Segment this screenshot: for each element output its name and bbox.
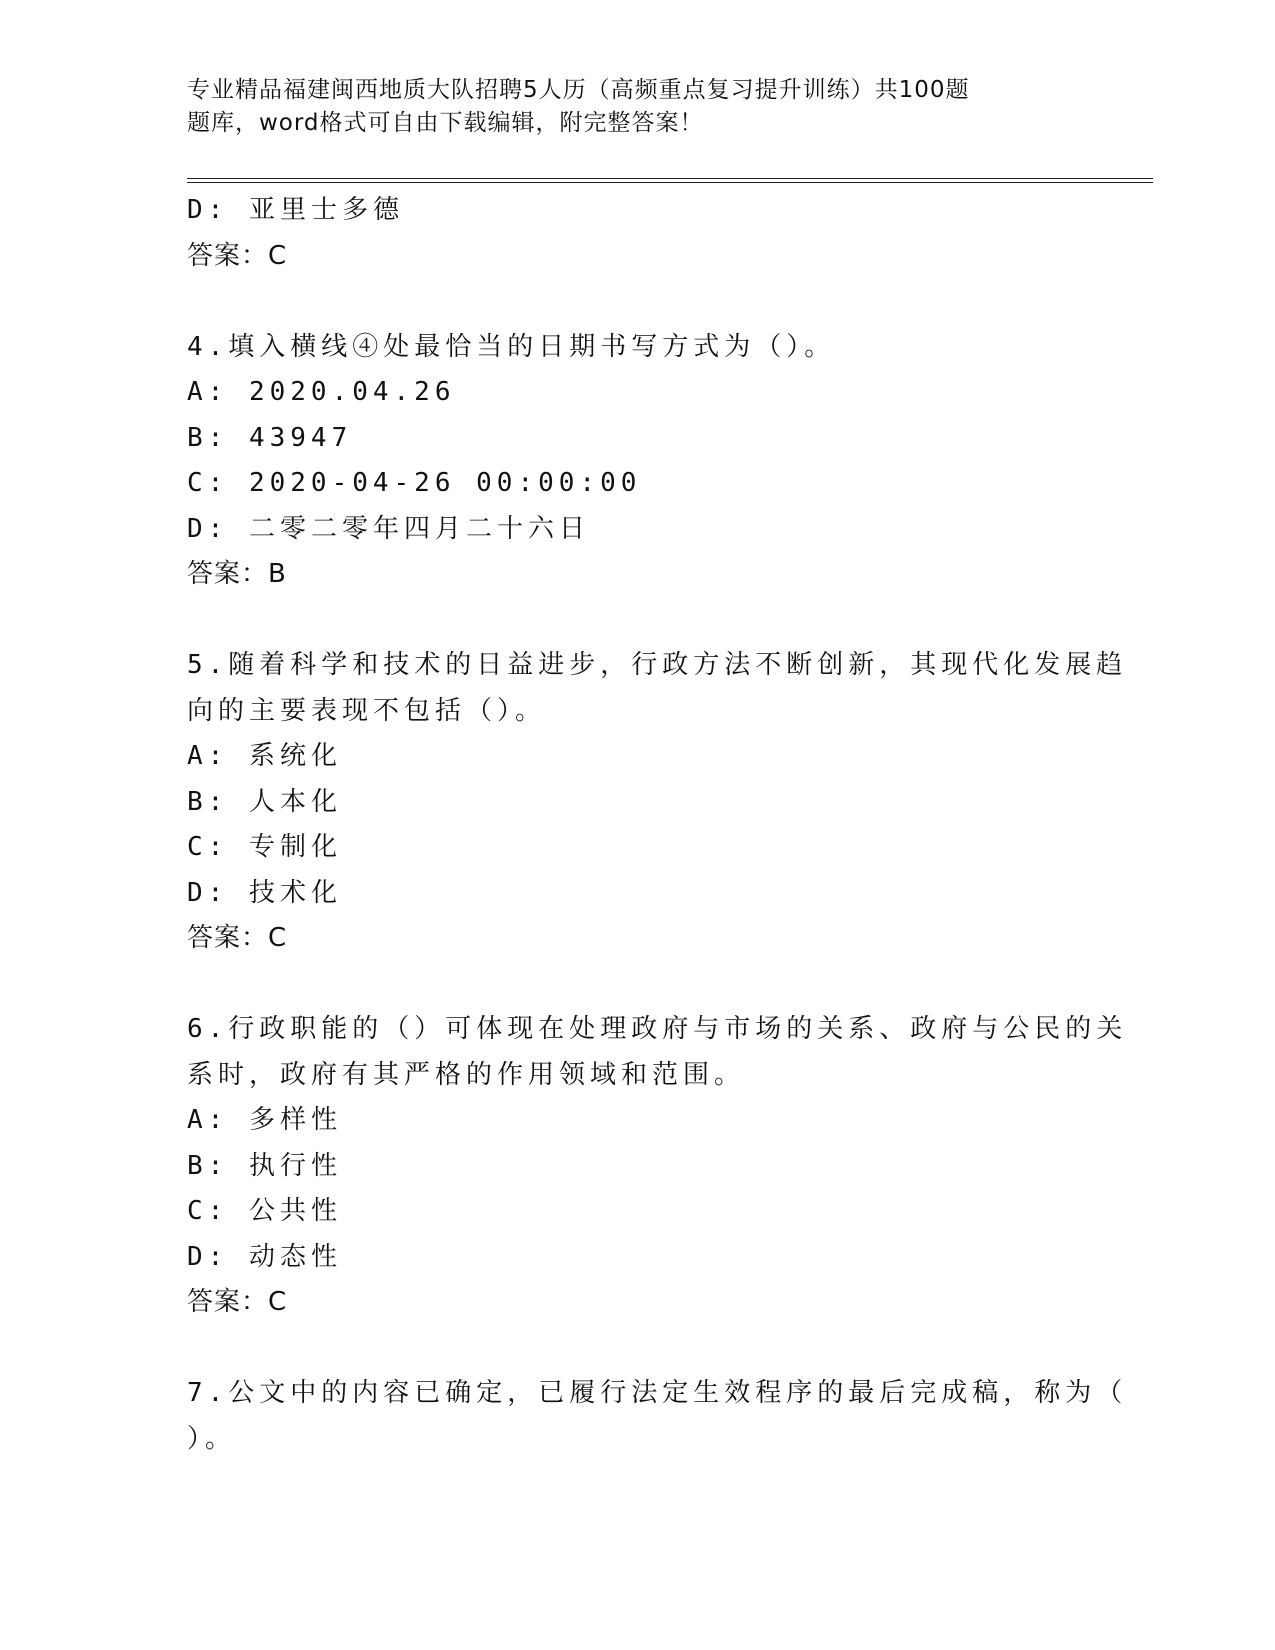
- q6-question-line-2: 系时，政府有其严格的作用领域和范围。: [187, 1059, 746, 1090]
- spacer: [187, 279, 1087, 325]
- header-title-line-1: 专业精品福建闽西地质大队招聘5人历（高频重点复习提升训练）共100题: [187, 77, 970, 103]
- q7-question: [187, 1371, 1128, 1462]
- q6-option-d: D: 动态性: [187, 1241, 342, 1272]
- q4-option-d: D: 二零二零年四月二十六日: [187, 513, 590, 544]
- q6-option-b: B: 执行性: [187, 1150, 342, 1181]
- q5-question-line-2: 向的主要表现不包括（）。: [187, 695, 547, 726]
- q7-question-line-2: ）。: [187, 1423, 237, 1454]
- q6-option-c: C: 公共性: [187, 1196, 342, 1226]
- q4-question: 4.填入横线④处最恰当的日期书写方式为（）。: [187, 331, 836, 362]
- q6-question-line-1: 6.行政职能的（）可体现在处理政府与市场的关系、政府与公民的关: [187, 1014, 1128, 1044]
- q4-option-b: B: 43947: [187, 422, 353, 453]
- spacer: [187, 598, 1087, 644]
- q5-option-b: B: 人本化: [187, 786, 342, 817]
- document-header: [187, 74, 1027, 140]
- header-divider-top: [187, 178, 1153, 179]
- q6-answer: 答案：C: [187, 1287, 288, 1317]
- q4-answer: 答案：B: [187, 559, 287, 589]
- q5-option-d: D: 技术化: [187, 877, 342, 908]
- q4-option-c: C: 2020-04-26 00:00:00: [187, 468, 642, 498]
- question-list: [187, 188, 1128, 1462]
- q4-option-a: A: 2020.04.26: [187, 377, 456, 407]
- header-divider-bottom: [187, 182, 1153, 183]
- q7-question-line-1: 7.公文中的内容已确定，已履行法定生效程序的最后完成稿，称为（: [187, 1378, 1128, 1408]
- q5-option-c: C: 专制化: [187, 832, 342, 862]
- q5-answer: 答案：C: [187, 923, 288, 953]
- spacer: [187, 1326, 1087, 1372]
- header-title-line-2: 题库，word格式可自由下载编辑，附完整答案！: [187, 110, 704, 136]
- q5-question-line-1: 5.随着科学和技术的日益进步，行政方法不断创新，其现代化发展趋: [187, 650, 1128, 680]
- q5-question: [187, 643, 1128, 734]
- q6-question: [187, 1007, 1128, 1098]
- spacer: [187, 962, 1087, 1008]
- q3-option-d: D: 亚里士多德: [187, 195, 404, 225]
- q6-option-a: A: 多样性: [187, 1105, 342, 1135]
- q3-answer: 答案：C: [187, 240, 288, 271]
- q5-option-a: A: 系统化: [187, 741, 342, 771]
